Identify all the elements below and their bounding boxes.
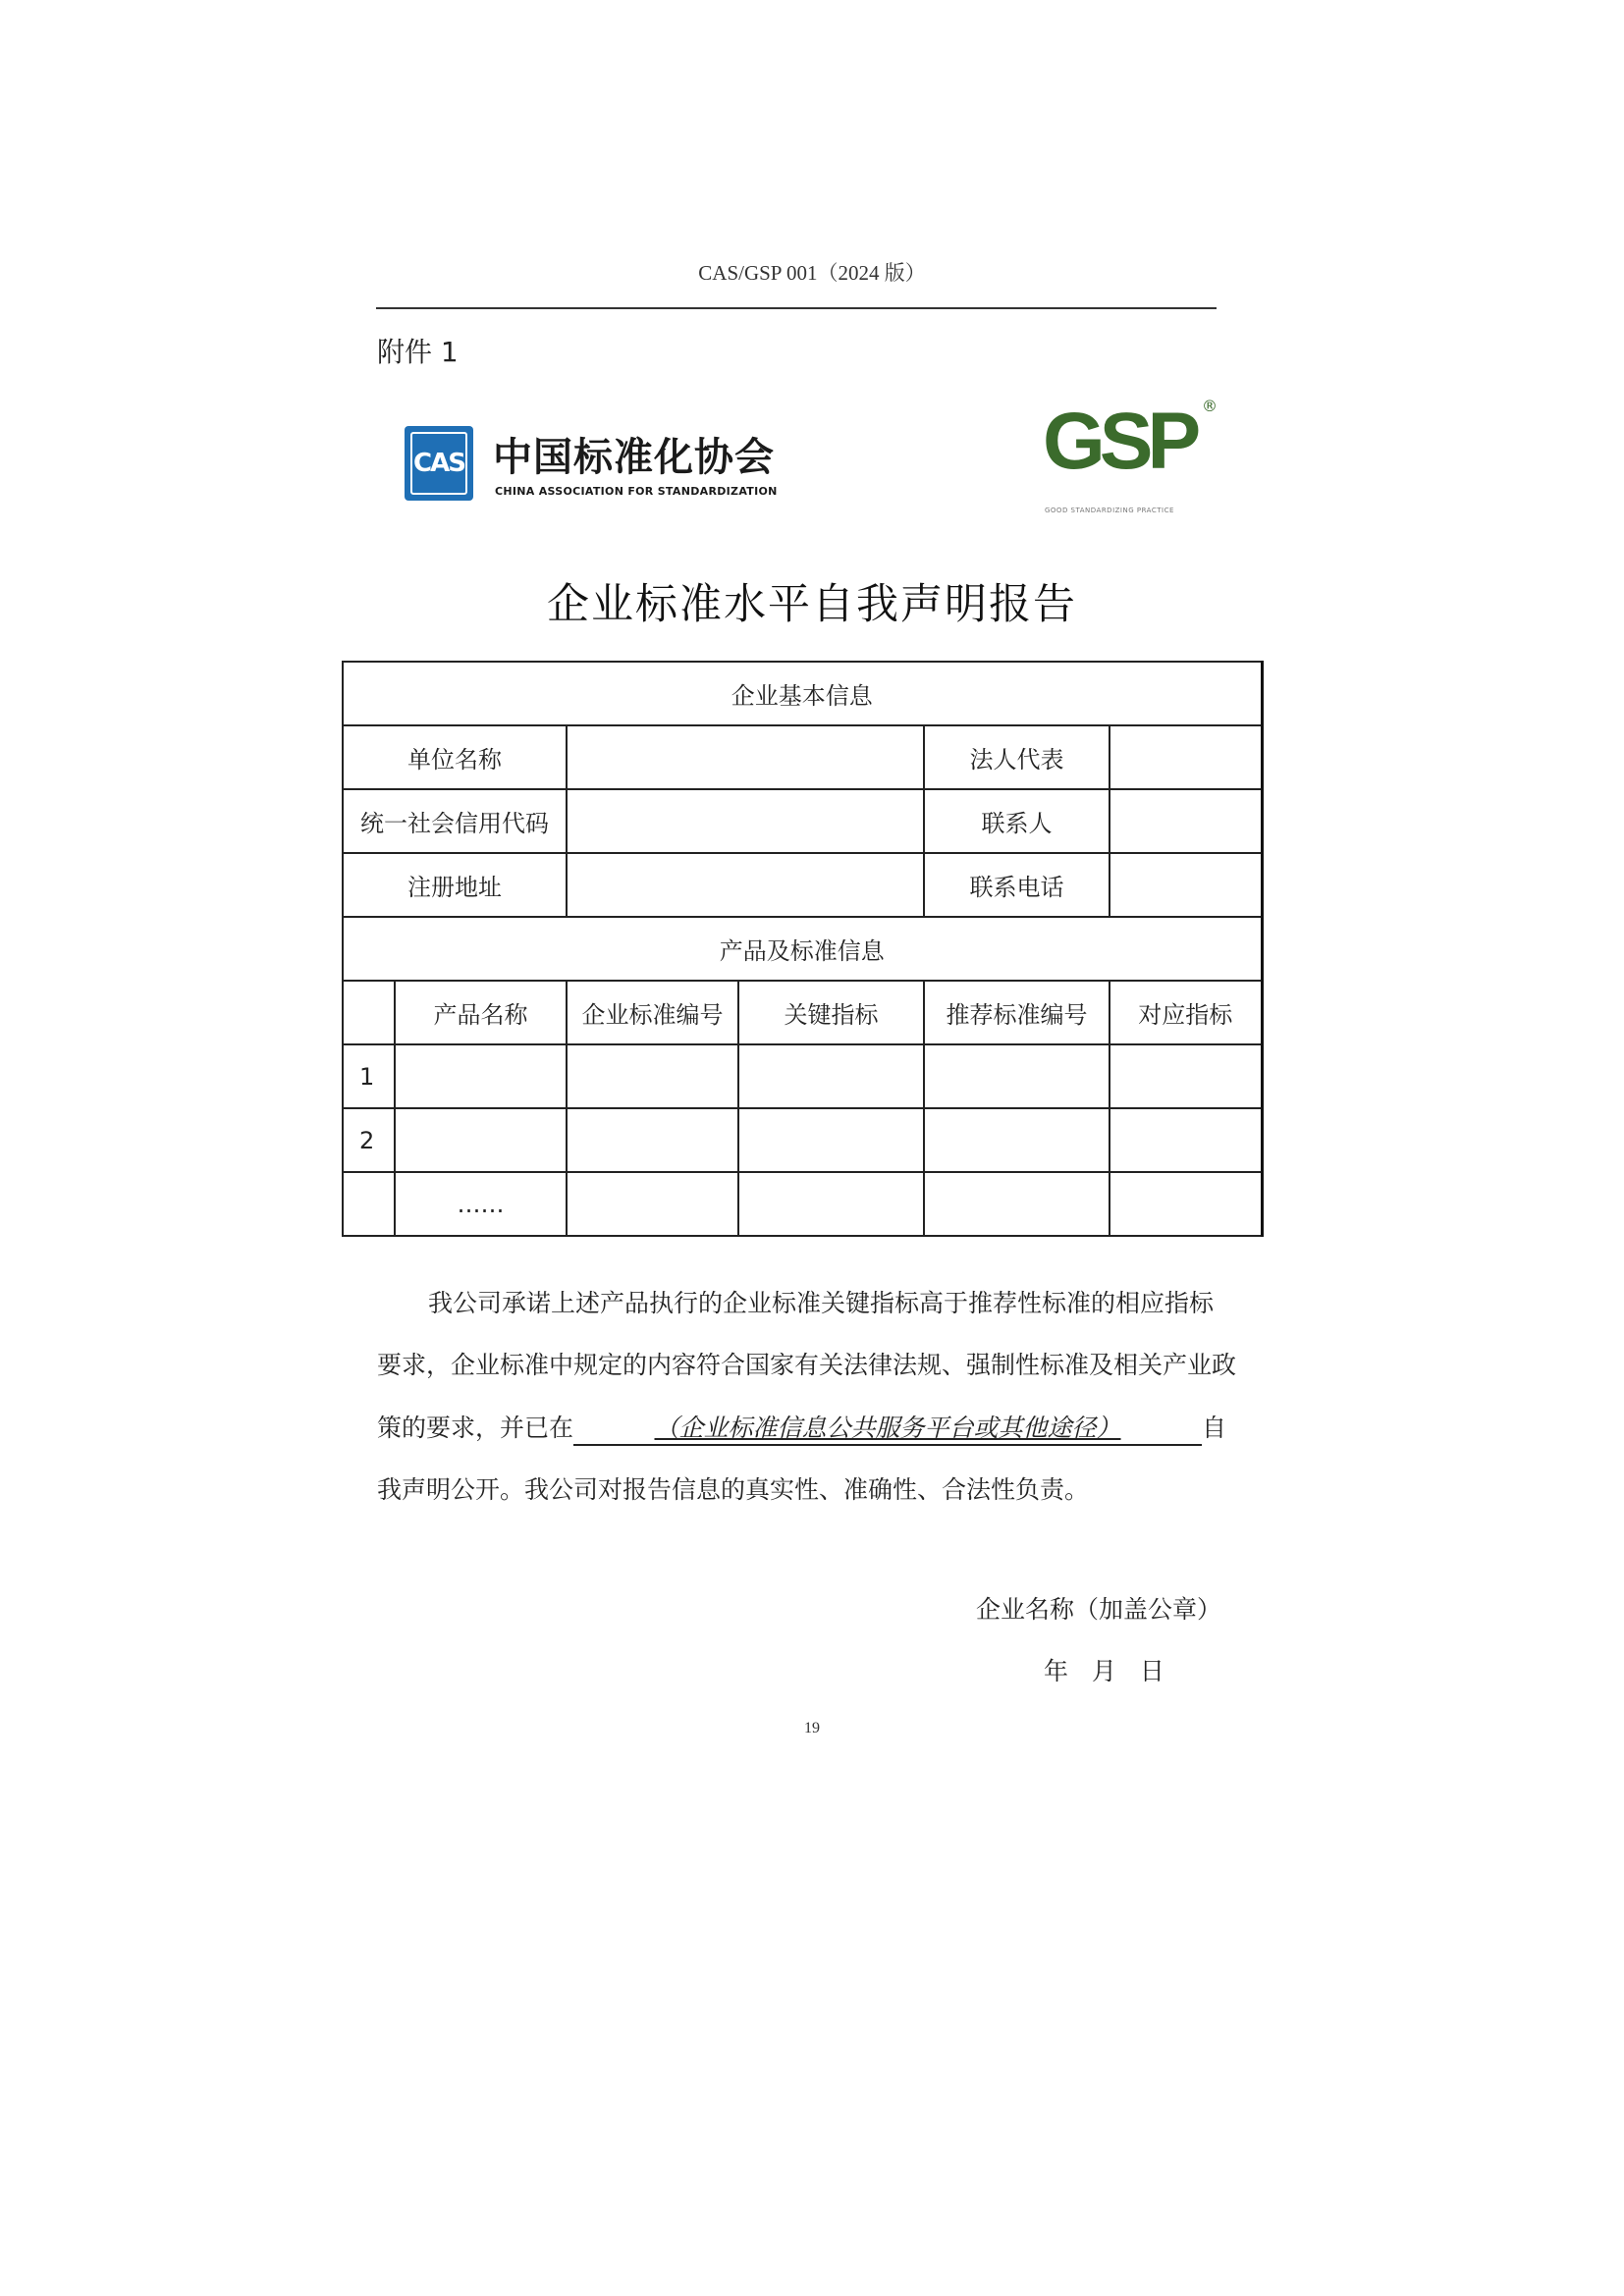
cas-logo-cn-name: 中国标准化协会 bbox=[493, 435, 775, 480]
section-title-company-info: 企业基本信息 bbox=[343, 662, 1262, 725]
cas-logo bbox=[405, 422, 797, 510]
table-row bbox=[343, 1108, 1262, 1172]
column-header-index bbox=[343, 981, 395, 1044]
column-header-corresponding-indicator: 对应指标 bbox=[1110, 981, 1262, 1044]
table-row bbox=[343, 725, 1262, 789]
standard-code-header: CAS/GSP 001（2024 版） bbox=[698, 261, 926, 285]
cell-recommended-standard-no[interactable] bbox=[924, 1172, 1110, 1236]
page-number: 19 bbox=[804, 1720, 820, 1736]
cell-corresponding-indicator[interactable] bbox=[1110, 1172, 1262, 1236]
cell-corresponding-indicator[interactable] bbox=[1110, 1108, 1262, 1172]
cell-key-indicator[interactable] bbox=[738, 1108, 924, 1172]
cell-product-name[interactable] bbox=[395, 1108, 567, 1172]
gsp-logo-mark: GSP bbox=[1043, 397, 1196, 486]
declaration-line-1: 我公司承诺上述产品执行的企业标准关键指标高于推荐性标准的相应指标 bbox=[428, 1289, 1215, 1317]
cell-corresponding-indicator[interactable] bbox=[1110, 1044, 1262, 1108]
field-registered-address[interactable] bbox=[567, 853, 924, 917]
cell-key-indicator[interactable] bbox=[738, 1172, 924, 1236]
declaration-form-table bbox=[342, 661, 1264, 1237]
table-row bbox=[343, 1044, 1262, 1108]
declaration-line-3 bbox=[377, 1409, 1227, 1446]
field-legal-rep[interactable] bbox=[1110, 725, 1262, 789]
cell-product-name[interactable] bbox=[395, 1044, 567, 1108]
cell-recommended-standard-no[interactable] bbox=[924, 1044, 1110, 1108]
row-number: 1 bbox=[343, 1044, 395, 1108]
company-seal-label: 企业名称（加盖公章） bbox=[976, 1595, 1222, 1624]
field-contact-phone[interactable] bbox=[1110, 853, 1262, 917]
registered-mark: ® bbox=[1202, 397, 1218, 415]
cell-key-indicator[interactable] bbox=[738, 1044, 924, 1108]
cas-logo-mark: CAS bbox=[405, 426, 473, 501]
label-contact-phone: 联系电话 bbox=[924, 853, 1110, 917]
cell-enterprise-standard-no[interactable] bbox=[567, 1044, 738, 1108]
document-title: 企业标准水平自我声明报告 bbox=[547, 580, 1077, 629]
declaration-line-4: 我声明公开。我公司对报告信息的真实性、准确性、合法性负责。 bbox=[377, 1475, 1090, 1504]
column-header-key-indicator: 关键指标 bbox=[738, 981, 924, 1044]
label-company-name: 单位名称 bbox=[343, 725, 567, 789]
cell-ellipsis: …… bbox=[395, 1172, 567, 1236]
cell-enterprise-standard-no[interactable] bbox=[567, 1108, 738, 1172]
header-rule bbox=[376, 307, 1217, 309]
gsp-logo bbox=[1041, 393, 1218, 525]
cell-recommended-standard-no[interactable] bbox=[924, 1108, 1110, 1172]
cell-enterprise-standard-no[interactable] bbox=[567, 1172, 738, 1236]
row-number bbox=[343, 1172, 395, 1236]
column-header-enterprise-standard-no: 企业标准编号 bbox=[567, 981, 738, 1044]
table-row bbox=[343, 1172, 1262, 1236]
declaration-line-2: 要求，企业标准中规定的内容符合国家有关法律法规、强制性标准及相关产业政 bbox=[377, 1351, 1237, 1379]
label-legal-rep: 法人代表 bbox=[924, 725, 1110, 789]
row-number: 2 bbox=[343, 1108, 395, 1172]
column-header-product-name: 产品名称 bbox=[395, 981, 567, 1044]
label-contact-person: 联系人 bbox=[924, 789, 1110, 853]
table-row bbox=[343, 853, 1262, 917]
declaration-line-3-suffix: 自 bbox=[1202, 1414, 1227, 1442]
gsp-logo-tagline: GOOD STANDARDIZING PRACTICE bbox=[1045, 507, 1174, 514]
publication-channel-blank[interactable]: （企业标准信息公共服务平台或其他途径） bbox=[573, 1409, 1202, 1446]
field-contact-person[interactable] bbox=[1110, 789, 1262, 853]
date-label: 年 月 日 bbox=[1044, 1657, 1164, 1685]
field-credit-code[interactable] bbox=[567, 789, 924, 853]
label-credit-code: 统一社会信用代码 bbox=[343, 789, 567, 853]
label-registered-address: 注册地址 bbox=[343, 853, 567, 917]
table-header-row bbox=[343, 981, 1262, 1044]
field-company-name[interactable] bbox=[567, 725, 924, 789]
section-title-product-info: 产品及标准信息 bbox=[343, 917, 1262, 981]
table-row bbox=[343, 789, 1262, 853]
cas-logo-en-name: CHINA ASSOCIATION FOR STANDARDIZATION bbox=[495, 485, 778, 498]
attachment-label: 附件 1 bbox=[377, 336, 459, 368]
column-header-recommended-standard-no: 推荐标准编号 bbox=[924, 981, 1110, 1044]
declaration-line-3-prefix: 策的要求，并已在 bbox=[377, 1414, 574, 1442]
